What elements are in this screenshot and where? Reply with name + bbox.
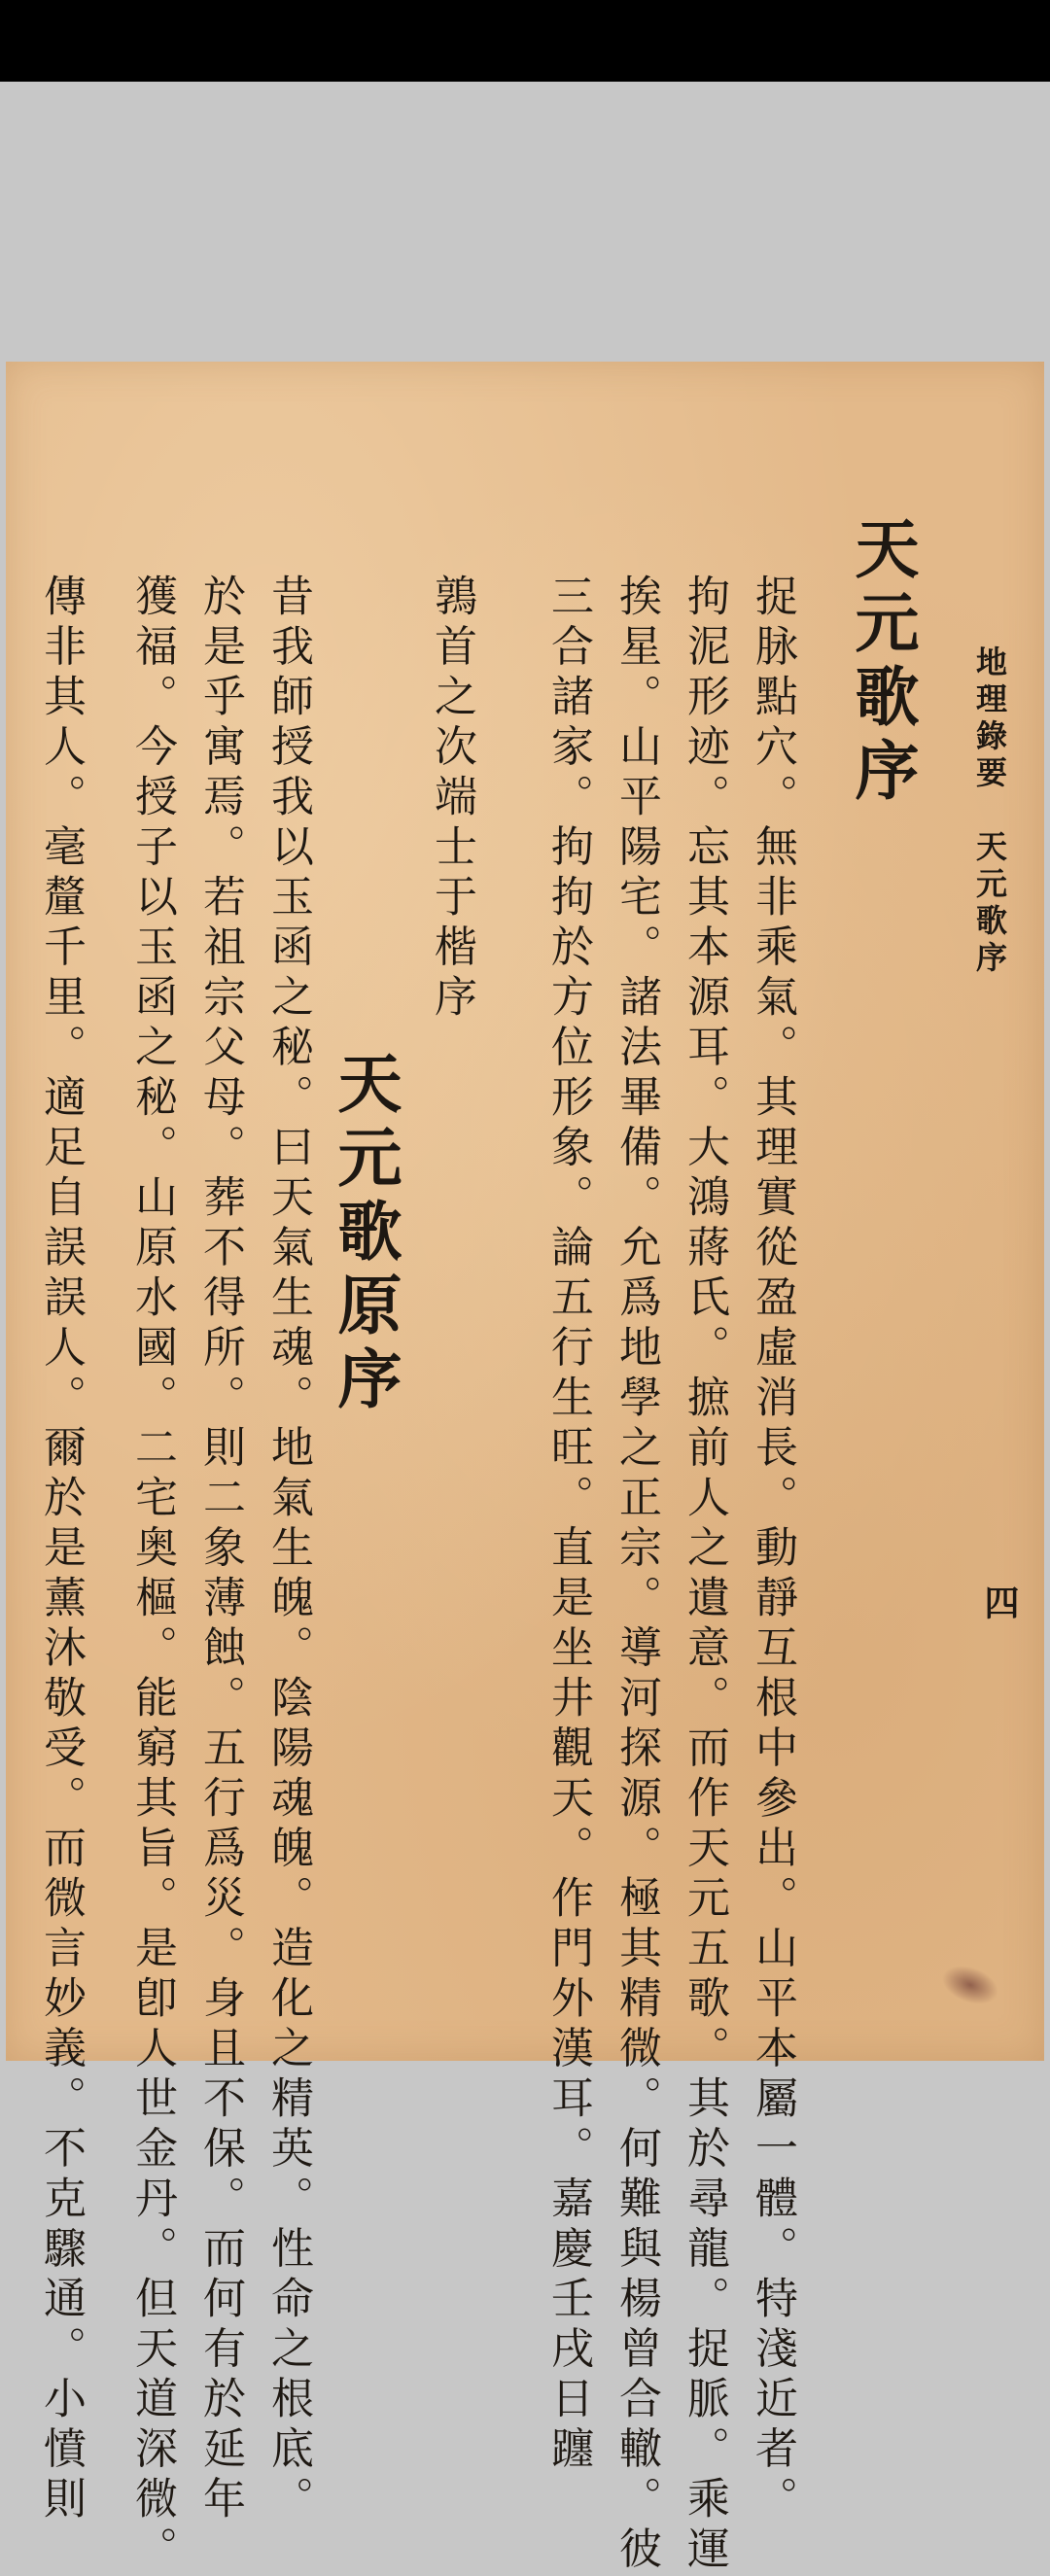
- text-column: 三合諸家。拘拘於方位形象。論五行生旺。直是坐井觀天。作門外漢耳。嘉慶壬戌日躔: [543, 574, 593, 2476]
- section-title-original-preface: 天元歌原序: [327, 1050, 402, 1419]
- text-column: 傳非其人。毫釐千里。適足自誤誤人。爾於是薰沐敬受。而微言妙義。不克驟通。小憤則: [36, 574, 86, 2526]
- text-column: 捉脉點穴。無非乘氣。其理實從盈虛消長。動靜互根中參出。山平本屬一體。特淺近者。: [748, 574, 797, 2526]
- text-column: 拘泥形迹。忘其本源耳。大鴻蔣氏。摭前人之遺意。而作天元五歌。其於尋龍。捉脈。乘運: [680, 574, 729, 2576]
- text-column: 昔我師授我以玉函之秘。曰天氣生魂。地氣生魄。陰陽魂魄。造化之精英。性命之根底。: [263, 574, 313, 2526]
- running-header: 地理錄要 天元歌序: [971, 645, 1008, 978]
- section-title-preface: 天元歌序: [844, 515, 920, 811]
- status-bar: [0, 0, 1050, 82]
- page-number: 四: [979, 1584, 1020, 1619]
- text-column: 獲福。今授子以玉函之秘。山原水國。二宅奥樞。能窮其旨。是卽人世金丹。但天道深微。: [127, 574, 177, 2576]
- paper-stain: [937, 1959, 1004, 2011]
- text-column: 挨星。山平陽宅。諸法畢備。允爲地學之正宗。導河探源。極其精微。何難與楊曾合轍。彼: [612, 574, 661, 2576]
- text-column: 於是乎寓焉。若祖宗父母。葬不得所。則二象薄蝕。五行爲災。身且不保。而何有於延年: [195, 574, 245, 2526]
- text-column-signature: 鶉首之次端士于楷序: [427, 574, 476, 1025]
